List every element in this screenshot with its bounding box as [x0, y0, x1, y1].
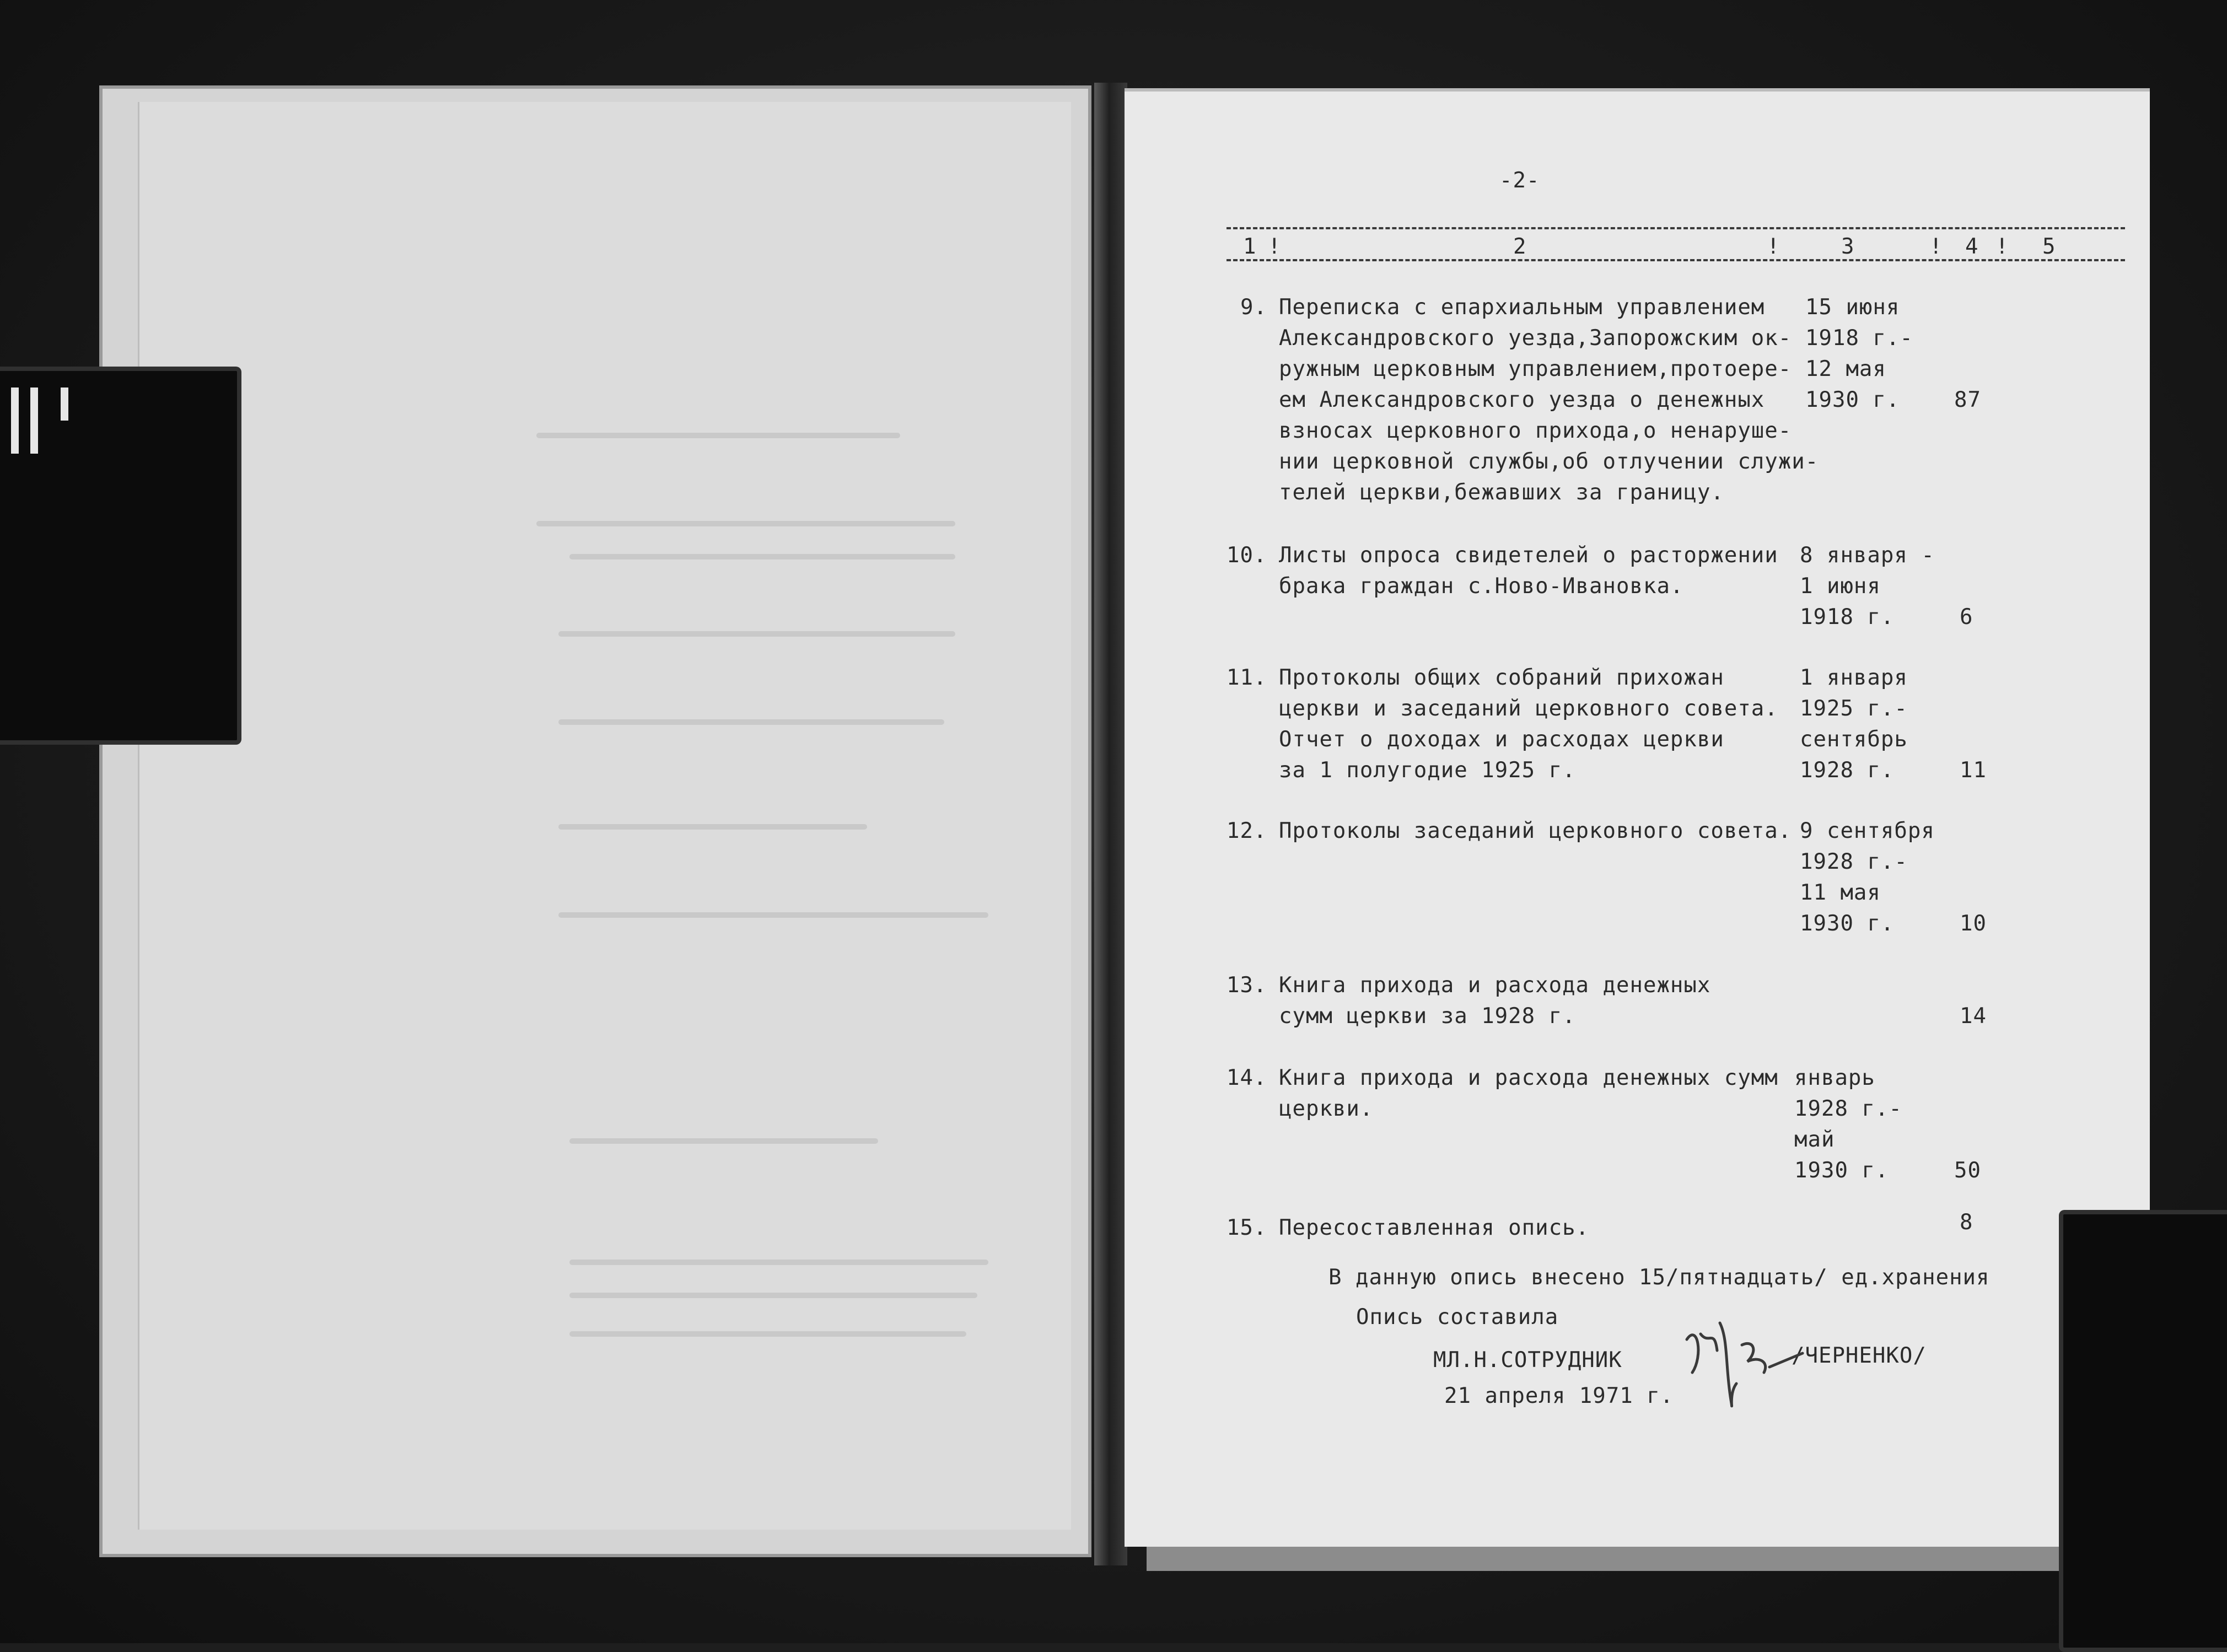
item-sheet-count: 87 — [1954, 388, 1981, 412]
item-title-line: Книга прихода и расхода денежных — [1279, 973, 1711, 998]
item-number: 9. — [1240, 295, 1267, 320]
item-number: 15. — [1227, 1215, 1267, 1240]
item-title-line: Отчет о доходах и расходах церкви — [1279, 727, 1724, 752]
book-spine — [1094, 83, 1127, 1565]
column-separator: ! — [1767, 234, 1780, 259]
item-date: 9 сентября — [1800, 819, 1935, 843]
item-date: 8 января - — [1800, 543, 1935, 568]
item-sheet-count: 11 — [1960, 758, 1987, 783]
column-header-2: 2 — [1513, 234, 1527, 259]
item-title-line: телей церкви,бежавших за границу. — [1279, 480, 1724, 505]
binder-clip-left — [0, 367, 241, 745]
item-title-line: брака граждан с.Ново-Ивановка. — [1279, 574, 1684, 599]
item-date: 1930 г. — [1794, 1158, 1889, 1183]
item-date: сентябрь — [1800, 727, 1908, 752]
column-separator: ! — [1268, 234, 1282, 259]
item-sheet-count: 14 — [1960, 1004, 1987, 1029]
compiled-by-label: Опись составила — [1356, 1305, 1559, 1330]
compiler-name: /ЧЕРНЕНКО/ — [1792, 1343, 1927, 1368]
compiled-date: 21 апреля 1971 г. — [1444, 1384, 1674, 1408]
column-header-3: 3 — [1841, 234, 1855, 259]
item-sheet-count: 8 — [1960, 1210, 1973, 1235]
column-header-5: 5 — [2042, 234, 2056, 259]
item-title-line: взносах церковного прихода,о ненаруше- — [1279, 418, 1792, 443]
handwritten-signature — [1676, 1290, 1808, 1422]
item-date: 1918 г.- — [1805, 326, 1913, 351]
left-page — [99, 85, 1091, 1557]
item-sheet-count: 6 — [1960, 605, 1973, 629]
item-number: 11. — [1227, 665, 1267, 690]
item-title-line: Протоколы заседаний церковного совета. — [1279, 819, 1792, 843]
item-sheet-count: 50 — [1954, 1158, 1981, 1183]
item-sheet-count: 10 — [1960, 911, 1987, 936]
item-date: 1925 г.- — [1800, 696, 1908, 721]
item-title-line: церкви и заседаний церковного совета. — [1279, 696, 1778, 721]
item-number: 12. — [1227, 819, 1267, 843]
column-header-1: 1 — [1243, 234, 1257, 259]
item-date: 15 июня — [1805, 295, 1900, 320]
item-title-line: за 1 полугодие 1925 г. — [1279, 758, 1576, 783]
item-number: 10. — [1227, 543, 1267, 568]
left-page-blank-sheet — [138, 102, 1071, 1530]
item-date: 1930 г. — [1800, 911, 1895, 936]
item-title-line: Александровского уезда,Запорожским ок- — [1279, 326, 1792, 351]
item-title-line: Протоколы общих собраний прихожан — [1279, 665, 1724, 690]
binder-clip-right — [2059, 1210, 2227, 1652]
item-date: 1928 г.- — [1800, 849, 1908, 874]
item-title-line: сумм церкви за 1928 г. — [1279, 1004, 1576, 1029]
item-title-line: Книга прихода и расхода денежных сумм — [1279, 1066, 1778, 1090]
item-date: 1930 г. — [1805, 388, 1900, 412]
item-title-line: нии церковной службы,об отлучении служи- — [1279, 449, 1819, 474]
item-title-line: Пересоставленная опись. — [1279, 1215, 1590, 1240]
item-title-line: Переписка с епархиальным управлением — [1279, 295, 1765, 320]
compiler-position: МЛ.Н.СОТРУДНИК — [1433, 1348, 1622, 1373]
item-title-line: ружным церковным управлением,протоере- — [1279, 357, 1792, 381]
column-header-4: 4 — [1965, 234, 1979, 259]
summary-line: В данную опись внесено 15/пятнадцать/ ед.хранения — [1328, 1265, 1990, 1290]
item-title-line: Листы опроса свидетелей о расторжении — [1279, 543, 1778, 568]
item-number: 13. — [1227, 973, 1267, 998]
column-separator: ! — [1929, 234, 1943, 259]
item-date: 1 июня — [1800, 574, 1881, 599]
item-date: 1918 г. — [1800, 605, 1895, 629]
item-number: 14. — [1227, 1066, 1267, 1090]
item-date: январь — [1794, 1066, 1875, 1090]
table-top-rule — [1227, 227, 2125, 229]
column-separator: ! — [1995, 234, 2009, 259]
item-date: 12 мая — [1805, 357, 1886, 381]
item-date: 1928 г.- — [1794, 1096, 1902, 1121]
item-date: 1 января — [1800, 665, 1908, 690]
page-number: -2- — [1499, 168, 1540, 193]
item-date: 1928 г. — [1800, 758, 1895, 783]
table-header-rule — [1227, 259, 2125, 261]
item-date: май — [1794, 1127, 1835, 1152]
item-date: 11 мая — [1800, 880, 1881, 905]
item-title-line: церкви. — [1279, 1096, 1374, 1121]
item-title-line: ем Александровского уезда о денежных — [1279, 388, 1765, 412]
